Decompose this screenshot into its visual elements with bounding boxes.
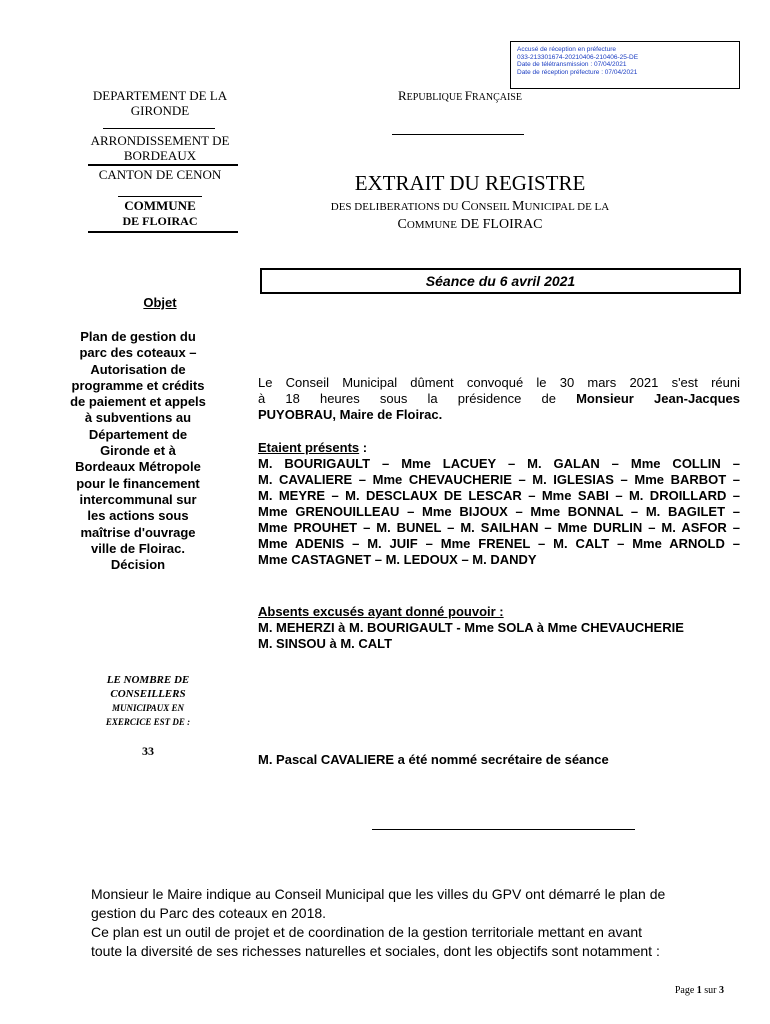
divider xyxy=(392,134,524,135)
republic-header: REPUBLIQUE FRANÇAISE xyxy=(398,88,522,103)
stamp-line: Accusé de réception en préfecture xyxy=(517,46,617,53)
body-paragraph xyxy=(91,885,725,961)
arrondissement-label: ARRONDISSEMENT DE BORDEAUX xyxy=(90,133,230,163)
document-title: EXTRAIT DU REGISTRE xyxy=(354,171,586,195)
secretaire-line: M. Pascal CAVALIERE a été nommé secrétaire de séance xyxy=(258,752,609,767)
divider xyxy=(88,231,238,233)
document-subtitle-2: COMMUNE DE FLOIRAC xyxy=(397,217,543,232)
presents-line: Mme PROUHET – M. BUNEL – M. SAILHAN – Mme DURLIN – M. ASFOR – xyxy=(258,520,740,535)
conseillers-count: 33 xyxy=(142,744,154,758)
presents-block: Etaient présents : M. BOURIGAULT – Mme LACUEY – M. GALAN – Mme COLLIN – M. CAVALIERE – Mme CHEVAUCHERIE – M. IGLESIAS – Mme BARBOT – M. MEYRE – M. DESCLAUX DE LESCAR – Mme SABI – M. DROILLARD – Mme GRENOUILLEAU – Mme BIJOUX – Mme BONNAL – M. BAGILET – Mme PROUHET – M. BUNEL – M. SAILHAN – Mme DURLIN – M. ASFOR – Mme ADENIS – M. JUIF – Mme FRENEL – M. CALT – Mme ARNOLD – Mme CASTAGNET – M. LEDOUX – M. DANDY xyxy=(258,440,740,567)
presents-line: M. BOURIGAULT – Mme LACUEY – M. GALAN – Mme COLLIN – xyxy=(258,456,740,471)
presents-line: Mme CASTAGNET – M. LEDOUX – M. DANDY xyxy=(258,552,537,567)
absents-line: M. SINSOU à M. CALT xyxy=(258,636,393,651)
seance-date: Séance du 6 avril 2021 xyxy=(425,273,576,289)
absents-line: M. MEHERZI à M. BOURIGAULT - Mme SOLA à Mme CHEVAUCHERIE xyxy=(258,620,684,635)
document-subtitle: DES DELIBERATIONS DU CONSEIL MUNICIPAL DE LA xyxy=(330,199,610,214)
body-line: Ce plan est un outil de projet et de coordination de la gestion territoriale mettant en avant xyxy=(91,924,643,940)
absents-block xyxy=(258,604,740,652)
body-line: Monsieur le Maire indique au Conseil Municipal que les villes du GPV ont démarré le plan de xyxy=(91,886,666,902)
conseillers-block: LE NOMBRE DE CONSEILLERS MUNICIPAUX EN EXERCICE EST DE : xyxy=(105,674,191,727)
stamp-line: 033-213301674-20210406-210406-25-DE xyxy=(517,53,639,61)
presents-line: Mme ADENIS – M. JUIF – Mme FRENEL – M. CALT – Mme ARNOLD – xyxy=(258,536,740,551)
commune-label: COMMUNE xyxy=(124,198,196,213)
divider xyxy=(103,128,215,129)
seance-box xyxy=(260,268,741,294)
presents-line: Mme GRENOUILLEAU – Mme BIJOUX – Mme BONNAL – M. BAGILET – xyxy=(258,504,740,519)
stamp-line: Date de télétransmission : 07/04/2021 xyxy=(517,61,627,68)
body-line: toute la diversité de ses richesses naturelles et sociales, dont les objectifs sont notamment : xyxy=(91,943,660,959)
body-line: gestion du Parc des coteaux en 2018. xyxy=(91,905,327,921)
presents-label: Etaient présents xyxy=(258,440,360,455)
presents-line: M. MEYRE – M. DESCLAUX DE LESCAR – Mme SABI – M. DROILLARD – xyxy=(258,488,740,503)
departement-label: DEPARTEMENT DE LA GIRONDE xyxy=(92,88,228,118)
objet-label: Objet xyxy=(143,295,177,310)
intro-text: Le Conseil Municipal dûment convoqué le 30 mars 2021 s'est réuni à 18 heures sous la présidence de Monsieur Jean-Jacques PUYOBRAU, Maire de Floirac. xyxy=(258,375,740,422)
page-number: Page 1 sur 3 xyxy=(674,985,724,996)
commune-name: DE FLOIRAC xyxy=(122,214,198,228)
absents-label: Absents excusés ayant donné pouvoir : xyxy=(258,604,504,619)
presents-line: M. CAVALIERE – Mme CHEVAUCHERIE – M. IGLESIAS – Mme BARBOT – xyxy=(258,472,740,487)
prefecture-stamp xyxy=(510,41,740,89)
divider xyxy=(118,196,202,197)
stamp-line: Date de réception préfecture : 07/04/2021 xyxy=(517,68,638,76)
divider xyxy=(88,164,238,166)
canton-label: CANTON DE CENON xyxy=(98,167,222,182)
divider xyxy=(372,829,635,830)
objet-text: Plan de gestion du parc des coteaux – Autorisation de programme et crédits de paiement et appels à subventions au Département de Gironde et à Bordeaux Métropole pour le financement intercommunal sur les actions sous maîtrise d'ouvrage ville de Floirac. Décision xyxy=(70,329,206,573)
